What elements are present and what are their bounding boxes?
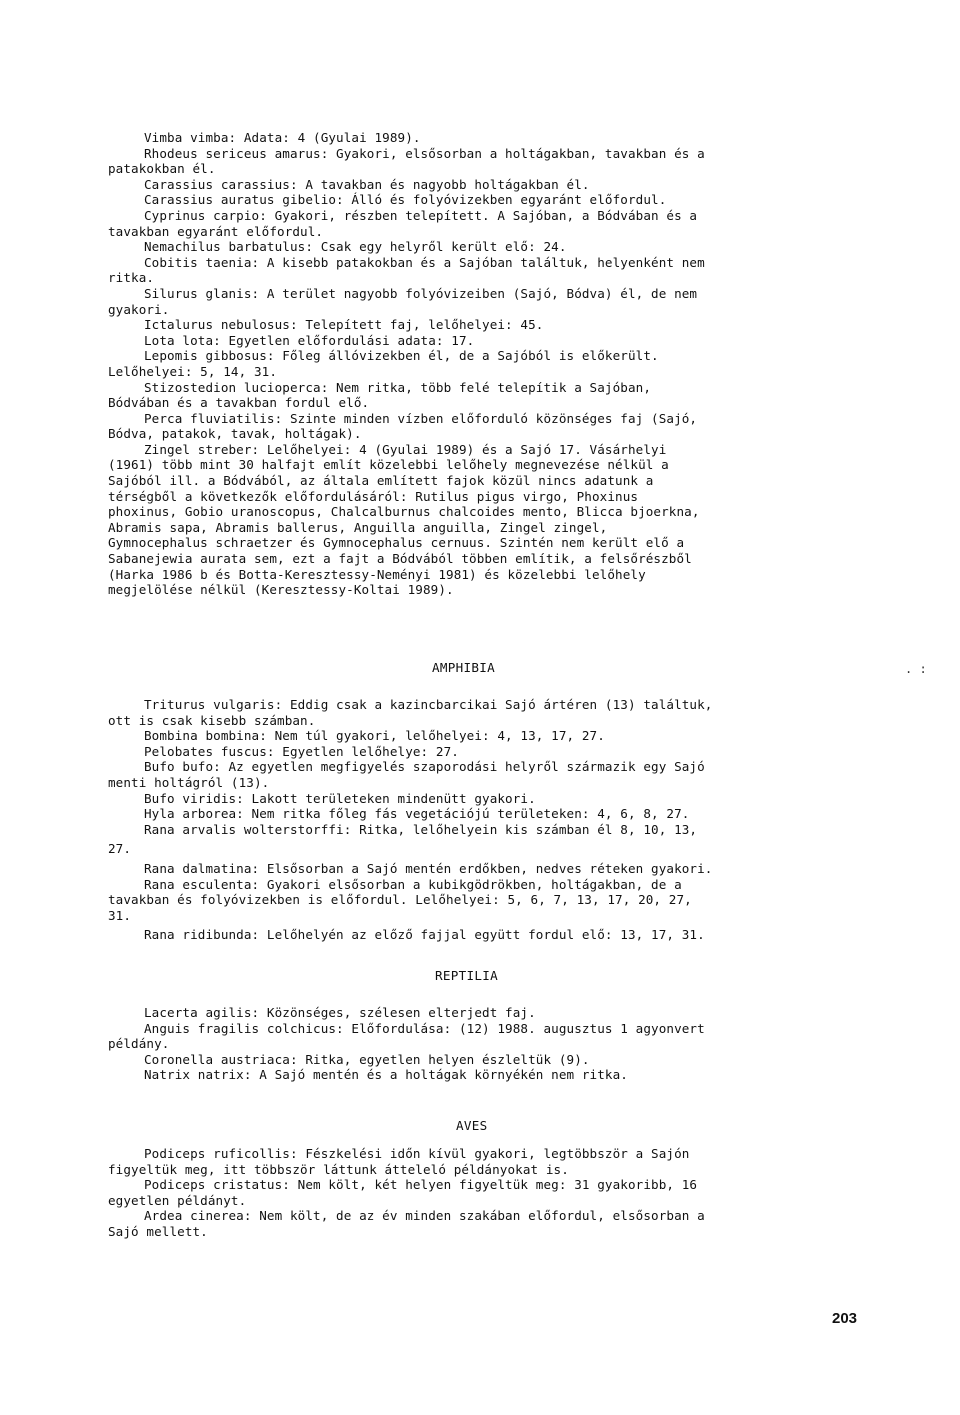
species-line: Bódvában és a tavakban fordul elő.: [108, 395, 370, 411]
species-line: (1961) több mint 30 halfajt említ közelebbi lelőhely megnevezése nélkül a: [108, 457, 669, 473]
aves-section: [108, 1146, 868, 1240]
species-line: Carassius auratus gibelio: Álló és folyóvizekben egyaránt előfordul.: [144, 192, 667, 208]
species-line: ott is csak kisebb számban.: [108, 712, 316, 728]
species-line: Abramis sapa, Abramis ballerus, Anguilla anguilla, Zingel zingel,: [108, 519, 608, 535]
aves-heading: AVES: [456, 1118, 488, 1133]
species-line: Stizostedion lucioperca: Nem ritka, több felé telepítik a Sajóban,: [144, 379, 652, 395]
species-line: Lepomis gibbosus: Főleg állóvizekben él, de a Sajóból is előkerült.: [144, 348, 659, 364]
species-line: 27.: [108, 841, 132, 857]
species-line: ritka.: [108, 270, 155, 286]
species-line: Ictalurus nebulosus: Telepített faj, lelőhelyei: 45.: [144, 317, 544, 333]
species-line: 31.: [108, 907, 132, 923]
species-line: Bufo bufo: Az egyetlen megfigyelés szaporodási helyről származik egy Sajó: [144, 759, 705, 775]
species-line: tavakban egyaránt előfordul.: [108, 223, 324, 239]
species-line: példány.: [108, 1036, 170, 1052]
species-line: gyakori.: [108, 301, 170, 317]
species-line: Rhodeus sericeus amarus: Gyakori, elsősorban a holtágakban, tavakban és a: [144, 145, 705, 161]
species-line: menti holtágról (13).: [108, 774, 270, 790]
species-line: Cobitis taenia: A kisebb patakokban és a Sajóban találtuk, helyenként nem: [144, 254, 705, 270]
species-line: Vimba vimba: Adata: 4 (Gyulai 1989).: [144, 130, 421, 145]
species-line: Lota lota: Egyetlen előfordulási adata: 17.: [144, 332, 475, 348]
species-line: Sabanejewia aurata sem, ezt a fajt a Bódvából többen említik, a felsőrészből: [108, 551, 692, 567]
reptilia-heading: REPTILIA: [435, 968, 499, 983]
amphibia-heading: AMPHIBIA: [432, 660, 496, 675]
species-line: phoxinus, Gobio uranoscopus, Chalcalburnus chalcoides mento, Blicca bjoerkna,: [108, 504, 700, 520]
species-line: Carassius carassius: A tavakban és nagyobb holtágakban él.: [144, 176, 590, 192]
species-line: Anguis fragilis colchicus: Előfordulása: (12) 1988. augusztus 1 agyonvert: [144, 1020, 705, 1036]
species-line: Lelőhelyei: 5, 14, 31.: [108, 363, 278, 379]
species-line: Nemachilus barbatulus: Csak egy helyről került elő: 24.: [144, 239, 567, 255]
amphibia-section: [108, 697, 868, 943]
species-line: Bódva, patakok, tavak, holtágak).: [108, 426, 362, 442]
species-line: Ardea cinerea: Nem költ, de az év minden szakában előfordul, elsősorban a: [144, 1208, 705, 1224]
pisces-section: [108, 130, 868, 598]
margin-mark: . :: [905, 662, 927, 676]
species-line: figyeltük meg, itt többször láttunk átteleló példányokat is.: [108, 1161, 569, 1177]
species-line: megjelölése nélkül (Keresztessy-Koltai 1989).: [108, 582, 454, 598]
species-line: Rana dalmatina: Elsősorban a Sajó mentén erdőkben, nedves réteken gyakori.: [144, 860, 713, 876]
species-line: Sajóból ill. a Bódvából, az általa említett fajok közül nincs adatunk a: [108, 473, 654, 489]
species-line: egyetlen példányt.: [108, 1192, 247, 1208]
species-line: Lacerta agilis: Közönséges, szélesen elterjedt faj.: [144, 1005, 536, 1020]
species-line: Silurus glanis: A terület nagyobb folyóvizeiben (Sajó, Bódva) él, de nem: [144, 285, 698, 301]
species-line: Natrix natrix: A Sajó mentén és a holtágak környékén nem ritka.: [144, 1067, 628, 1083]
species-line: Gymnocephalus schraetzer és Gymnocephalus cernuus. Szintén nem került elő a: [108, 535, 685, 551]
species-line: Podiceps cristatus: Nem költ, két helyen figyeltük meg: 31 gyakoribb, 16: [144, 1177, 698, 1193]
species-line: patakokban él.: [108, 161, 216, 177]
species-line: Sajó mellett.: [108, 1223, 208, 1239]
page-number: 203: [832, 1310, 858, 1327]
species-line: Triturus vulgaris: Eddig csak a kazincbarcikai Sajó ártéren (13) találtuk,: [144, 697, 713, 712]
species-line: Rana arvalis wolterstorffi: Ritka, lelőhelyein kis számban él 8, 10, 13,: [144, 821, 698, 837]
reptilia-section: [108, 1005, 868, 1083]
species-line: Bufo viridis: Lakott területeken mindenütt gyakori.: [144, 790, 536, 806]
species-line: (Harka 1986 b és Botta-Keresztessy-Neményi 1981) és közelebbi lelőhely: [108, 566, 646, 582]
species-line: Perca fluviatilis: Szinte minden vízben előforduló közönséges faj (Sajó,: [144, 410, 698, 426]
species-line: Coronella austriaca: Ritka, egyetlen helyen észleltük (9).: [144, 1051, 590, 1067]
species-line: térségből a következők előfordulásáról: Rutilus pigus virgo, Phoxinus: [108, 488, 639, 504]
species-line: Rana esculenta: Gyakori elsősorban a kubikgödrökben, holtágakban, de a: [144, 876, 682, 892]
species-line: Hyla arborea: Nem ritka főleg fás vegetációjú területeken: 4, 6, 8, 27.: [144, 806, 690, 822]
species-line: Rana ridibunda: Lelőhelyén az előző fajjal együtt fordul elő: 13, 17, 31.: [144, 927, 705, 943]
species-line: Cyprinus carpio: Gyakori, részben telepített. A Sajóban, a Bódvában és a: [144, 207, 698, 223]
species-line: Podiceps ruficollis: Fészkelési időn kívül gyakori, legtöbbször a Sajón: [144, 1146, 690, 1161]
species-line: Pelobates fuscus: Egyetlen lelőhelye: 27.: [144, 743, 459, 759]
species-line: tavakban és folyóvizekben is előfordul. Lelőhelyei: 5, 6, 7, 13, 17, 20, 27,: [108, 892, 692, 908]
species-line: Bombina bombina: Nem túl gyakori, lelőhelyei: 4, 13, 17, 27.: [144, 728, 605, 744]
species-line: Zingel streber: Lelőhelyei: 4 (Gyulai 1989) és a Sajó 17. Vásárhelyi: [144, 441, 667, 457]
